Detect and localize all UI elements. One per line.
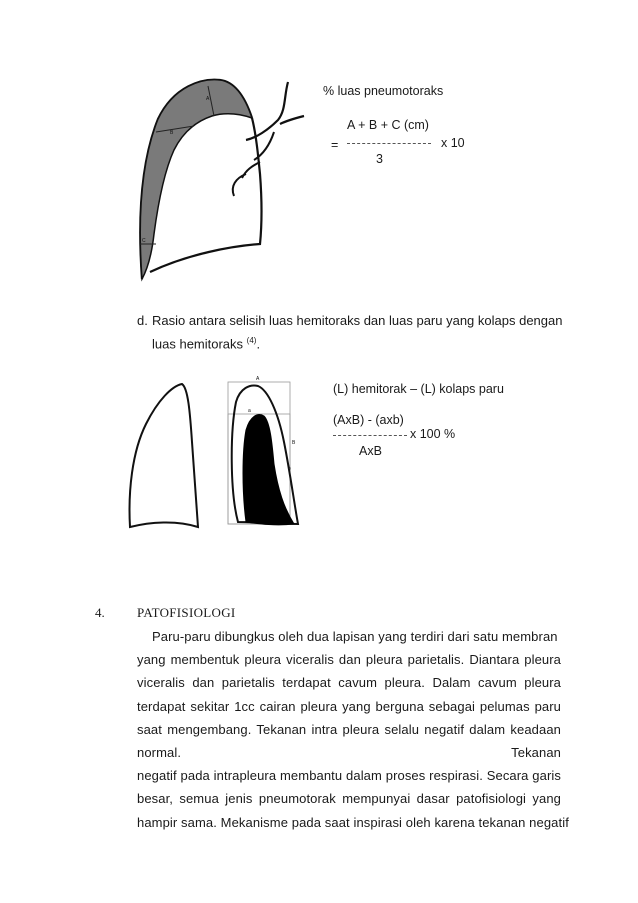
- formula1-multiplier: x 10: [441, 136, 465, 150]
- paragraph-line: yang membentuk pleura viceralis dan pleura parietalis. Diantara pleura: [137, 652, 561, 668]
- section-paragraph: [137, 625, 569, 834]
- label-c: C: [142, 238, 146, 244]
- item-d-line2: [152, 336, 260, 351]
- formula2-multiplier: x 100 %: [410, 427, 456, 441]
- item-d-reference: (4): [246, 336, 257, 345]
- right-lung-outline: [130, 384, 198, 527]
- item-d-line2-text: luas hemitoraks: [152, 336, 244, 352]
- paragraph-line: saat mengembang. Tekanan intra pleura selalu negatif dalam keadaan: [137, 721, 561, 737]
- formula1-title: % luas pneumotoraks: [323, 84, 444, 98]
- formula1-denominator: 3: [376, 152, 383, 166]
- formula1-numerator: A + B + C (cm): [347, 118, 429, 132]
- item-d-period: .: [256, 336, 261, 352]
- formula2-fraction-rule: [333, 435, 407, 436]
- item-d-line1: Rasio antara selisih luas hemitoraks dan luas paru yang kolaps dengan: [152, 313, 563, 328]
- formula1-equals: =: [331, 138, 339, 152]
- collapsed-lung-black: [243, 415, 294, 525]
- formula2-line1: (L) hemitorak – (L) kolaps paru: [333, 382, 504, 396]
- paragraph-line-split: [137, 741, 561, 764]
- paragraph-line: Paru-paru dibungkus oleh dua lapisan yang terdiri dari satu membran: [152, 629, 558, 644]
- pneumothorax-lung-figure: [128, 74, 328, 286]
- label-A: A: [256, 376, 260, 382]
- label-B: B: [292, 440, 296, 446]
- paragraph-line: terdapat sekitar 1cc cairan pleura yang berguna sebagai pelumas paru: [137, 698, 561, 714]
- label-b: B: [170, 130, 174, 136]
- section-heading: PATOFISIOLOGI: [137, 605, 236, 620]
- section-number: 4.: [95, 605, 105, 620]
- paragraph-line-left: normal.: [137, 744, 182, 760]
- formula2-denominator: AxB: [359, 444, 382, 458]
- bronchus-stroke: [280, 116, 304, 124]
- paragraph-line: besar, semua jenis pneumotorak mempunyai dasar patofisiologi yang: [137, 791, 561, 807]
- bronchus-stroke: [246, 82, 288, 140]
- paragraph-line: negatif pada intrapleura membantu dalam proses respirasi. Secara garis: [137, 768, 561, 784]
- formula1-fraction-rule: [347, 143, 431, 144]
- hemithorax-ratio-figure: [126, 372, 306, 532]
- item-d-marker: d.: [137, 313, 148, 328]
- paragraph-line-right: Tekanan: [511, 744, 561, 760]
- paragraph-line: hampir sama. Mekanisme pada saat inspirasi oleh karena tekanan negatif: [137, 814, 569, 830]
- label-b: b: [288, 466, 291, 472]
- bronchus-stroke: [233, 174, 246, 196]
- paragraph-line: viceralis dan parietalis terdapat cavum pleura. Dalam cavum pleura: [137, 675, 561, 691]
- pneumothorax-shaded-area: [140, 80, 252, 279]
- formula2-numerator: (AxB) - (axb): [333, 413, 404, 427]
- label-a: a: [248, 408, 251, 414]
- label-a: A: [206, 96, 210, 102]
